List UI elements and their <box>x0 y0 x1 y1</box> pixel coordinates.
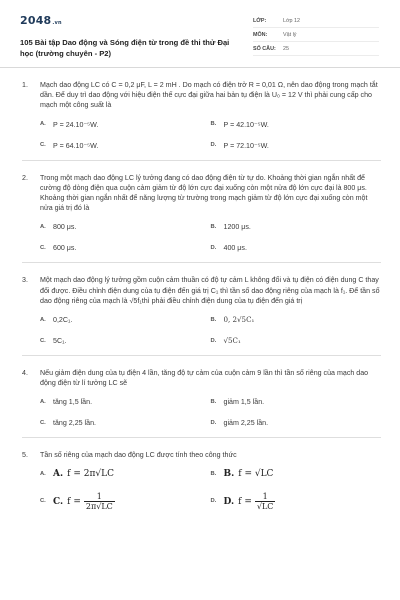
question-text: Một mạch dao động lý tưởng gồm cuộn cảm thuần có độ tự cảm L không đổi và tụ điện có điện dung C thay đổi được. Điều chỉnh điện dung của tụ điện đến giá trị C₁ thì tần số dao động riêng của mạch là f₁. Để tần số dao động riêng của mạch là √5f₁thì phải điều chỉnh điện dung của tụ điện đến giá trị <box>40 276 380 305</box>
meta-row-count <box>253 42 379 56</box>
fraction-numerator: 1 <box>262 491 268 501</box>
fraction-denominator: √LC <box>256 501 274 511</box>
option-text: giảm 2,25 lần. <box>223 418 269 427</box>
meta-table <box>253 14 379 56</box>
option-c[interactable] <box>40 140 211 151</box>
question-stem <box>22 173 381 214</box>
question-4 <box>22 356 381 438</box>
formula-prefix: C. <box>53 496 64 507</box>
meta-label: LỚP: <box>253 17 267 24</box>
option-c[interactable] <box>40 417 211 428</box>
option-text: P = 24.10⁻⁵W. <box>53 120 99 129</box>
option-text: giảm 1,5 lần. <box>223 397 265 406</box>
page-title: 105 Bài tập Dao động và Sóng điện từ trong đề thi thử Đại học (trường chuyên - P2) <box>20 38 230 58</box>
option-formula <box>224 469 274 479</box>
option-b[interactable] <box>211 469 382 480</box>
formula-prefix: A. <box>53 469 64 480</box>
answer-options <box>22 221 381 253</box>
option-text: tăng 2,25 lần. <box>53 418 96 427</box>
question-number: 1. <box>22 81 28 89</box>
question-list <box>0 68 400 520</box>
option-text: P = 64.10⁻⁵W. <box>53 141 99 150</box>
question-text: Tần số riêng của mạch dao động LC được tính theo công thức <box>40 451 237 460</box>
option-a[interactable] <box>40 314 211 325</box>
option-letter: C. <box>40 337 46 344</box>
option-d[interactable] <box>211 140 382 151</box>
option-text: 0,2C₁. <box>53 315 73 324</box>
formula-expression: f = <box>67 496 81 507</box>
question-2 <box>22 161 381 264</box>
document-header <box>0 0 400 68</box>
question-3 <box>22 263 381 356</box>
option-text: P = 42.10⁻⁵W. <box>223 120 269 129</box>
answer-options <box>22 469 381 511</box>
meta-value: Vật lý <box>283 31 297 38</box>
option-letter: A. <box>40 316 46 323</box>
question-text: Trong một mạch dao động LC lý tưởng đang có dao động điện từ tự do. Khoảng thời gian ngắn nhất để cường độ dòng điện qua cuộn cảm giảm từ độ lớn cực đại xuống còn một nửa độ lớn cực đại là 800 μs. Khoảng thời gian ngắn nhất để năng lượng từ trường trong mạch giảm từ độ lớn cực đại xuống còn một nửa giá trị đó là <box>40 173 368 213</box>
option-letter: C. <box>40 244 46 251</box>
option-letter: D. <box>210 498 217 505</box>
option-a[interactable] <box>40 221 211 232</box>
option-text: 800 μs. <box>53 222 77 231</box>
option-b[interactable] <box>211 314 382 325</box>
answer-options <box>22 119 381 151</box>
option-letter: C. <box>40 498 46 505</box>
option-letter: A. <box>40 121 46 128</box>
option-letter: D. <box>210 244 217 251</box>
question-5 <box>22 438 381 519</box>
option-d[interactable] <box>211 417 382 428</box>
option-text: 1200 μs. <box>223 222 251 231</box>
option-a[interactable] <box>40 119 211 130</box>
option-formula <box>53 492 115 511</box>
option-formula <box>53 469 114 479</box>
question-number: 5. <box>22 451 28 460</box>
option-a[interactable] <box>40 396 211 407</box>
meta-value: Lớp 12 <box>283 17 301 24</box>
answer-options <box>22 314 381 346</box>
option-formula: √5C₁ <box>223 336 241 346</box>
option-letter: B. <box>210 121 217 128</box>
option-text: 400 μs. <box>223 243 247 252</box>
option-text: P = 72.10⁻⁵W. <box>223 141 269 150</box>
fraction <box>84 492 115 511</box>
question-stem <box>22 80 381 111</box>
option-letter: B. <box>210 398 217 405</box>
option-b[interactable] <box>211 119 382 130</box>
option-b[interactable] <box>211 221 382 232</box>
option-letter: B. <box>210 223 217 230</box>
option-c[interactable] <box>40 335 211 346</box>
logo-main: 2048 <box>20 14 52 27</box>
option-b[interactable] <box>211 396 382 407</box>
option-d[interactable] <box>211 335 382 346</box>
question-stem <box>22 368 381 388</box>
option-c[interactable] <box>40 492 211 511</box>
option-text: 5C₁. <box>53 336 67 345</box>
option-formula <box>224 492 276 511</box>
question-number: 2. <box>22 173 28 182</box>
question-text: Mạch dao động LC có C = 0,2 μF, L = 2 mH . Do mạch có điện trở R = 0,01 Ω, nên dao động trong mạch tắt dần. Để duy trì dao động với hiệu điện thế cực đại giữa hai bản tụ điện là U₀ = 12 V thì phải cung cấp cho mạch một công suất là <box>40 81 378 110</box>
option-letter: D. <box>210 142 217 149</box>
fraction <box>255 492 276 511</box>
option-text: tăng 1,5 lần. <box>53 397 93 406</box>
formula-expression: f = <box>238 496 252 507</box>
meta-label: MÔN: <box>253 31 268 38</box>
meta-label: SỐ CÂU: <box>253 45 276 52</box>
option-letter: C. <box>40 142 46 149</box>
question-stem <box>22 275 381 306</box>
question-number: 3. <box>22 276 28 285</box>
formula-expression: f = 2π√LC <box>67 469 114 480</box>
option-letter: B. <box>210 471 217 478</box>
option-letter: A. <box>40 223 46 230</box>
option-a[interactable] <box>40 469 211 480</box>
logo-suffix: .vn <box>52 20 62 26</box>
meta-value: 25 <box>283 45 289 52</box>
formula-prefix: B. <box>223 469 235 480</box>
option-d[interactable] <box>211 492 382 511</box>
question-number: 4. <box>22 369 28 378</box>
fraction-numerator: 1 <box>96 491 102 501</box>
option-text: 600 μs. <box>53 243 77 252</box>
question-stem <box>22 450 381 460</box>
option-letter: B. <box>210 316 217 323</box>
option-formula: 0, 2√5C₁ <box>223 315 255 325</box>
option-c[interactable] <box>40 242 211 253</box>
option-letter: A. <box>40 398 46 405</box>
option-d[interactable] <box>211 242 382 253</box>
meta-row-class <box>253 14 379 28</box>
formula-expression: f = √LC <box>238 469 274 480</box>
option-letter: D. <box>210 419 217 426</box>
meta-row-subject <box>253 28 379 42</box>
option-letter: D. <box>210 337 217 344</box>
option-letter: C. <box>40 419 46 426</box>
option-letter: A. <box>40 471 46 478</box>
formula-prefix: D. <box>223 496 235 507</box>
answer-options <box>22 396 381 428</box>
question-text: Nếu giảm điện dung của tụ điện 4 lần, tăng độ tự cảm của cuộn cảm 9 lần thì tần số riêng của mạch dao động điện từ lí tưởng LC sẽ <box>40 369 369 388</box>
fraction-denominator: 2π√LC <box>85 501 113 511</box>
question-1 <box>22 68 381 161</box>
